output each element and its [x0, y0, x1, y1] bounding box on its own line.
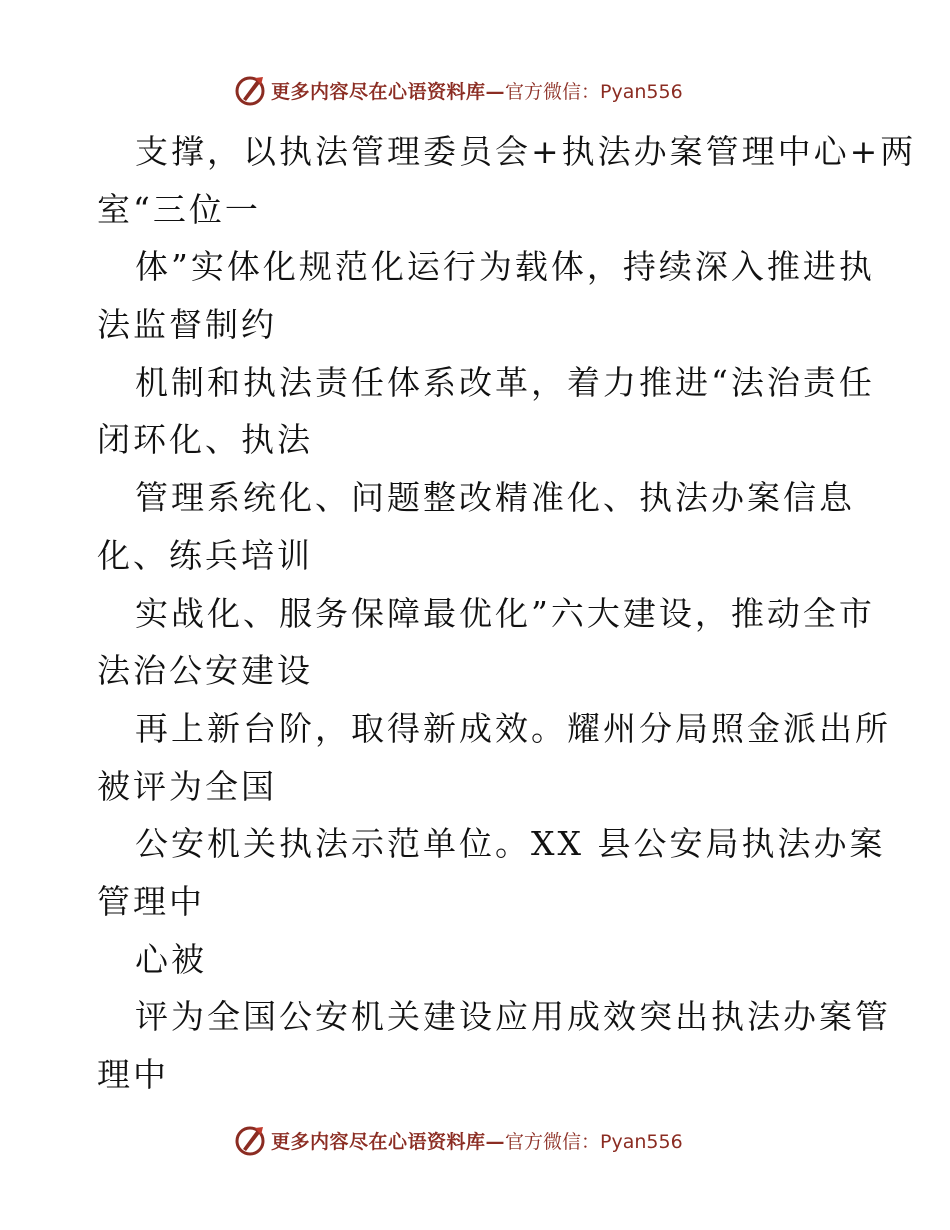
header-watermark-banner [233, 71, 683, 109]
body-line: 法监督制约 [97, 305, 277, 345]
quill-pen-logo-icon [233, 73, 267, 107]
body-line: 管理中 [97, 881, 205, 921]
body-line: 支撑，以执法管理委员会+执法办案管理中心+两 [135, 132, 917, 171]
body-line: 机制和执法责任体系改革，着力推进“法治责任 [135, 362, 875, 402]
body-line: 管理系统化、问题整改精准化、执法办案信息 [135, 478, 855, 518]
body-line: 心被 [135, 939, 207, 979]
body-line: 体”实体化规范化运行为载体，持续深入推进执 [135, 247, 875, 287]
body-line: 理中 [97, 1055, 169, 1094]
banner-contact: 官方微信：Pyan556 [505, 1130, 683, 1153]
banner-contact: 官方微信：Pyan556 [505, 80, 683, 103]
document-body [97, 123, 917, 1104]
body-line: 实战化、服务保障最优化”六大建设，推动全市 [135, 593, 875, 633]
body-line: 评为全国公安机关建设应用成效突出执法办案管 [135, 997, 891, 1037]
body-line: 闭环化、执法 [97, 420, 313, 460]
body-line: 再上新台阶，取得新成效。耀州分局照金派出所 [135, 708, 891, 748]
body-line: 法治公安建设 [97, 651, 313, 691]
body-line: 化、练兵培训 [97, 535, 313, 575]
banner-text: 更多内容尽在心语资料库— [271, 80, 506, 103]
quill-pen-logo-icon [233, 1123, 267, 1157]
body-line: 室“三位一 [97, 189, 261, 229]
body-line: 公安机关执法示范单位。XX 县公安局执法办案 [135, 824, 886, 864]
footer-watermark-banner [233, 1121, 683, 1159]
body-line: 被评为全国 [97, 766, 277, 806]
banner-text: 更多内容尽在心语资料库— [271, 1130, 506, 1153]
